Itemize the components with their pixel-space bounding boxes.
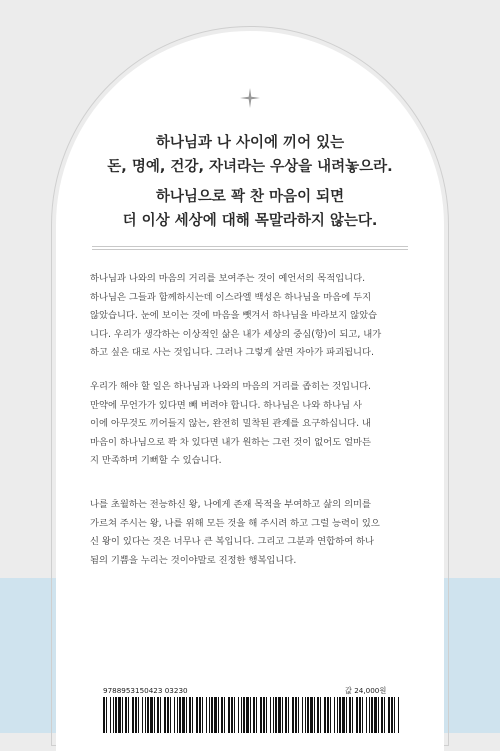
barcode-bar: [307, 697, 309, 733]
barcode-bar: [398, 697, 399, 733]
barcode-bar: [359, 697, 361, 733]
sparkle-star-icon: [240, 88, 260, 108]
barcode-bar: [378, 697, 379, 733]
barcode-bar: [135, 697, 137, 733]
barcode-bar: [228, 697, 230, 733]
barcode-bar: [221, 697, 223, 733]
barcode-bar: [366, 697, 367, 733]
barcode-bar: [209, 697, 210, 733]
barcode-bar: [118, 697, 121, 733]
barcode-bar: [196, 697, 198, 733]
paragraph-line: 니다. 우리가 생각하는 이상적인 삶은 내가 세상의 중심(항)이 되고, 내가: [90, 328, 382, 340]
barcode-bar: [349, 697, 351, 733]
paragraph-line: 지 만족하며 기뻐할 수 있습니다.: [90, 455, 222, 467]
barcode-bar: [167, 697, 169, 733]
barcode-bar: [218, 697, 219, 733]
headline-2-line-2: 더 이상 세상에 대해 목말라하지 않는다.: [122, 213, 378, 229]
headline-1: [60, 131, 440, 179]
barcode-bar: [177, 697, 178, 733]
headline-2: [60, 185, 440, 233]
paragraph-line: 않았습니다. 눈에 보이는 것에 마음을 뺏겨서 하나님을 바라보지 않았습: [90, 310, 378, 322]
headline-1-line-1: 하나님과 나 사이에 끼어 있는: [155, 135, 345, 151]
barcode-bar: [266, 697, 267, 733]
barcode-bar: [122, 697, 123, 733]
barcode-bar: [260, 697, 262, 733]
barcode-bar: [317, 697, 319, 733]
barcode-bar: [314, 697, 315, 733]
barcode-bar: [241, 697, 242, 733]
barcode-bar: [288, 697, 289, 733]
paragraph-line: 하고 싶은 대로 사는 것입니다. 그러나 그렇게 살면 자아가 파괴됩니다.: [90, 347, 374, 359]
barcode-bar: [273, 697, 274, 733]
paragraph-line: 마음이 하나님으로 꽉 차 있다면 내가 원하는 그런 것이 없어도 얼마든: [90, 436, 372, 448]
paragraph-line: 우리가 해야 할 일은 하나님과 나와의 마음의 거리를 좁히는 것입니다.: [90, 381, 372, 392]
barcode-bar: [234, 697, 235, 733]
barcode-bar: [369, 697, 370, 733]
barcode-bar: [150, 697, 153, 733]
double-divider: [92, 246, 408, 250]
barcode-bar: [362, 697, 363, 733]
barcode-bar: [292, 697, 294, 733]
barcode-bar: [356, 697, 358, 733]
barcode-bar: [142, 697, 143, 733]
paragraph-2: [90, 378, 410, 471]
paragraph-line: 됨의 기쁨을 누리는 것이야말로 진정한 행복입니다.: [90, 554, 297, 566]
barcode-bar: [211, 697, 213, 733]
barcode: [103, 697, 399, 733]
barcode-bar: [115, 697, 117, 733]
barcode-bar: [174, 697, 175, 733]
paragraph-line: 만약에 무언가가 있다면 빼 버려야 합니다. 하나님은 나와 하나님 사: [90, 399, 363, 411]
barcode-bar: [285, 697, 287, 733]
paragraph-line: 하나님과 나와의 마음의 거리를 보여주는 것이 예언서의 목적입니다.: [90, 273, 366, 284]
barcode-bar: [391, 697, 393, 733]
barcode-bar: [186, 697, 187, 733]
barcode-bar: [179, 697, 181, 733]
barcode-bar: [278, 697, 281, 733]
barcode-bar: [250, 697, 251, 733]
barcode-bar: [302, 697, 303, 733]
barcode-bar: [342, 697, 345, 733]
barcode-bar: [160, 697, 161, 733]
barcode-bar: [214, 697, 217, 733]
paragraph-line: 나를 초월하는 전능하신 왕, 나에게 존재 목적을 부여하고 삶의 의미를: [90, 499, 372, 510]
barcode-bar: [394, 697, 395, 733]
barcode-bar: [310, 697, 313, 733]
headline-1-line-2: 돈, 명예, 건강, 자녀라는 우상을 내려놓으라.: [107, 159, 393, 175]
barcode-bar: [253, 697, 255, 733]
barcode-bar: [145, 697, 146, 733]
barcode-bar: [334, 697, 335, 733]
barcode-bar: [110, 697, 111, 733]
barcode-bar: [199, 697, 201, 733]
barcode-bar: [330, 697, 331, 733]
paragraph-line: 이에 아무것도 끼어들지 않는, 완전히 밀착된 관계를 요구하십니다. 내: [90, 418, 372, 430]
price-label: 값 24,000원: [345, 686, 387, 695]
barcode-bar: [352, 697, 353, 733]
barcode-bar: [113, 697, 114, 733]
barcode-bar: [371, 697, 373, 733]
barcode-bar: [154, 697, 155, 733]
barcode-bar: [337, 697, 338, 733]
barcode-bar: [157, 697, 159, 733]
barcode-bar: [327, 697, 329, 733]
headline-2-line-1: 하나님으로 꽉 찬 마음이 되면: [155, 189, 345, 205]
barcode-bar: [147, 697, 149, 733]
barcode-bar: [270, 697, 271, 733]
barcode-bar: [320, 697, 321, 733]
barcode-bar: [388, 697, 390, 733]
barcode-bar: [231, 697, 233, 733]
barcode-bar: [246, 697, 249, 733]
barcode-bar: [256, 697, 257, 733]
barcode-bar: [192, 697, 193, 733]
barcode-bar: [346, 697, 347, 733]
barcode-bar: [128, 697, 129, 733]
barcode-bar: [106, 697, 107, 733]
barcode-bar: [224, 697, 225, 733]
barcode-bar: [189, 697, 191, 733]
barcode-bar: [305, 697, 306, 733]
paragraph-1: [90, 270, 410, 363]
barcode-bar: [164, 697, 166, 733]
barcode-bar: [298, 697, 299, 733]
barcode-bar: [202, 697, 203, 733]
paragraph-line: 신 왕이 있다는 것은 너무나 큰 복입니다. 그리고 그분과 연합하여 하나: [90, 536, 374, 548]
paragraph-line: 가르쳐 주시는 왕, 나를 위해 모든 것을 해 주시려 하고 그럴 능력이 있으: [90, 517, 380, 529]
barcode-bar: [206, 697, 207, 733]
barcode-bar: [263, 697, 265, 733]
barcode-bar: [275, 697, 277, 733]
isbn-number: 9788953150423 03230: [103, 686, 188, 695]
barcode-bar: [243, 697, 245, 733]
barcode-bar: [295, 697, 297, 733]
barcode-bar: [374, 697, 377, 733]
barcode-bar: [339, 697, 341, 733]
barcode-bar: [182, 697, 185, 733]
barcode-bar: [381, 697, 383, 733]
barcode-bar: [238, 697, 239, 733]
barcode-bar: [103, 697, 105, 733]
barcode-bar: [132, 697, 134, 733]
barcode-bar: [138, 697, 139, 733]
barcode-bar: [170, 697, 171, 733]
paragraph-line: 하나님은 그들과 함께하시는데 이스라엘 백성은 하나님을 마음에 두지: [90, 291, 372, 303]
barcode-bar: [125, 697, 127, 733]
barcode-bar: [282, 697, 283, 733]
paragraph-3: [90, 496, 410, 570]
barcode-bar: [324, 697, 326, 733]
barcode-bar: [384, 697, 385, 733]
